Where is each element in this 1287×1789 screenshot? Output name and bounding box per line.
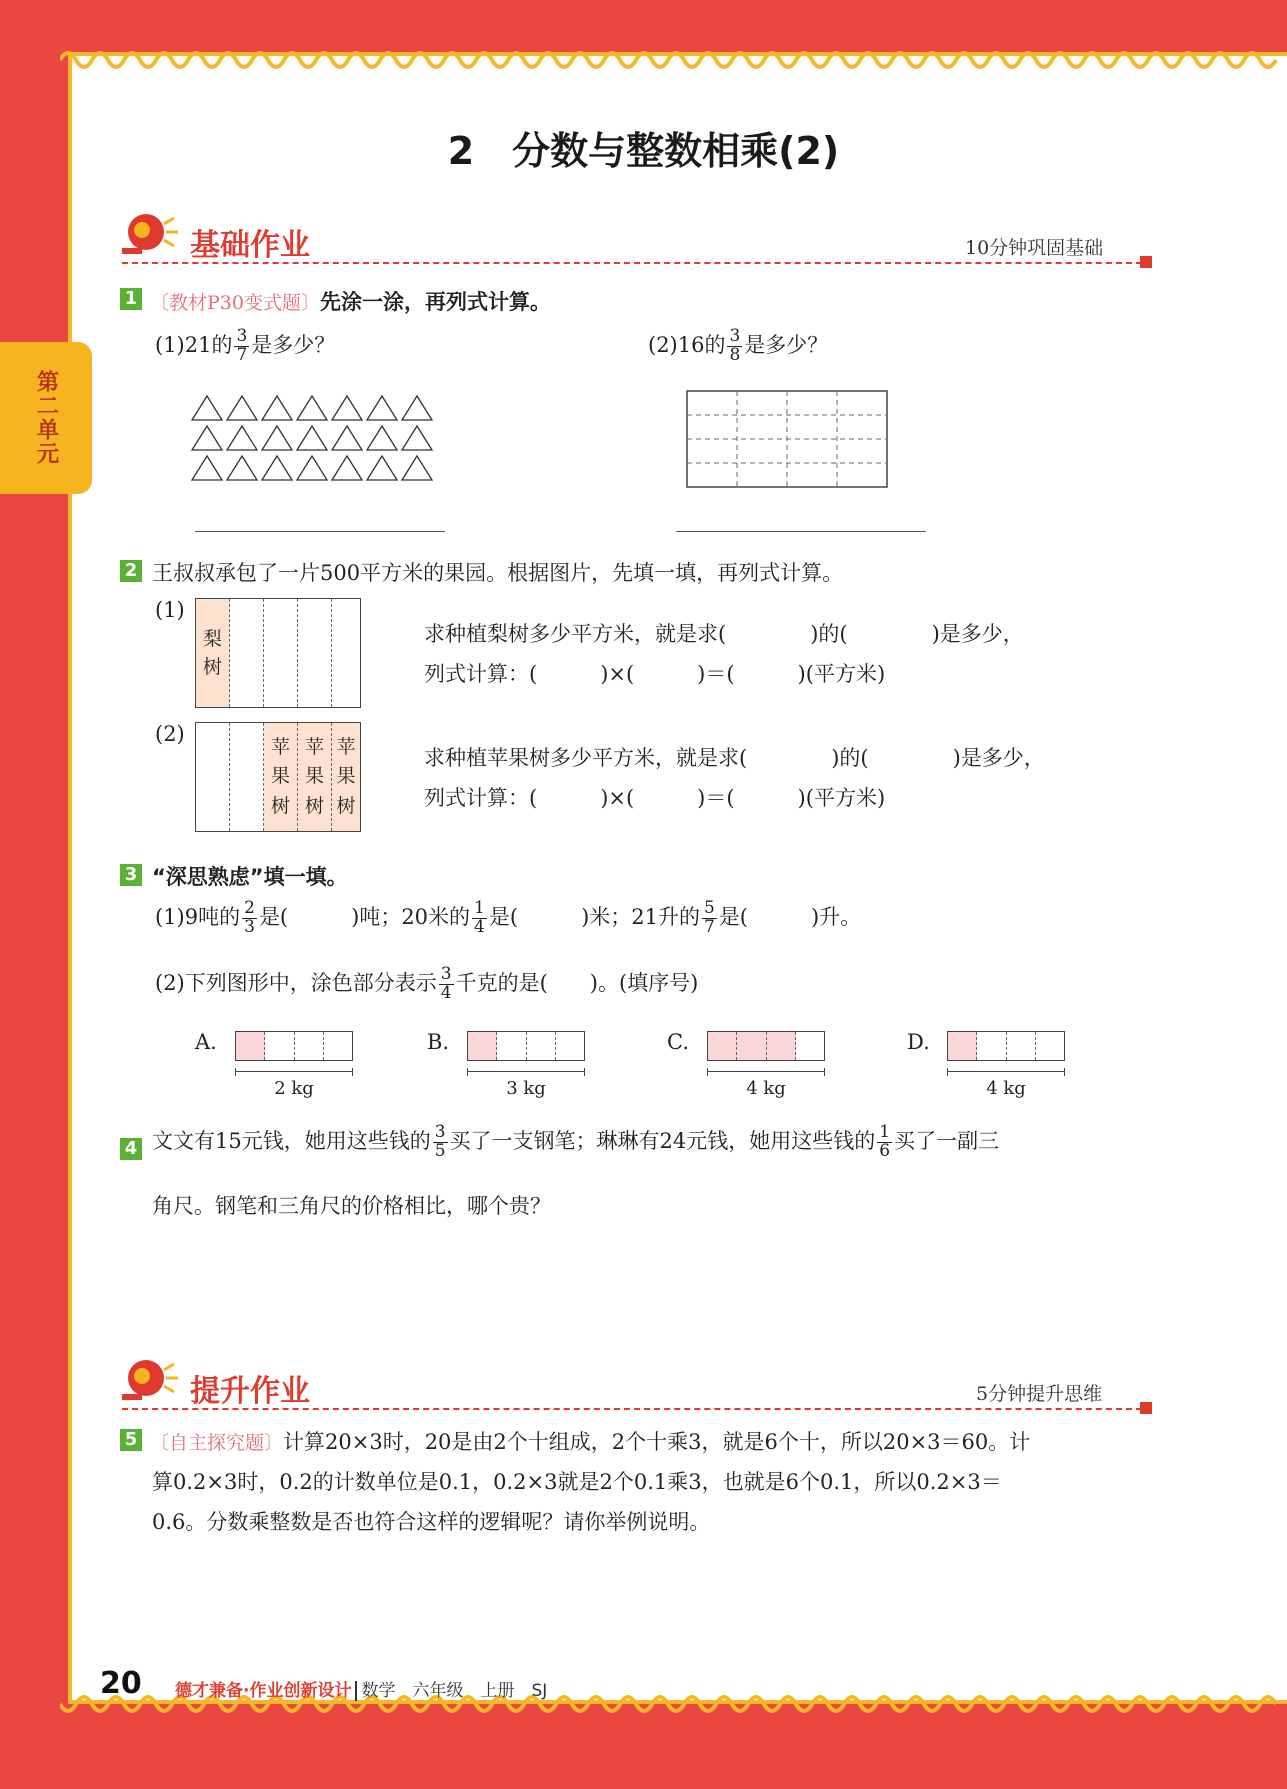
orchard-diagram-1 — [195, 598, 361, 708]
apple-tree-cell-3: 苹 果 树 — [332, 723, 360, 831]
triangle[interactable] — [262, 426, 292, 450]
option-bar-1[interactable] — [467, 1031, 585, 1061]
option-bar-cell — [767, 1032, 796, 1060]
footer-subject: 数学 六年级 上册 SJ — [355, 1681, 547, 1701]
q2-part1-line2: 列式计算：( )×( )＝( )(平方米) — [424, 662, 886, 686]
q2-part1-label: (1) — [155, 598, 185, 622]
triangle[interactable] — [402, 396, 432, 420]
q1-part1: (1)21的 $\frac{3}{7}$ 是多少？ — [155, 326, 336, 365]
triangle[interactable] — [367, 396, 397, 420]
triangle[interactable] — [367, 456, 397, 480]
q3-part2: (2)下列图形中，涂色部分表示 $\frac{3}{4}$ 千克的是( )。(填序号) — [155, 964, 699, 1003]
q5-number: 5 — [120, 1429, 142, 1451]
option-bar-cell — [295, 1032, 324, 1060]
option-bar-2[interactable] — [707, 1031, 825, 1061]
unit-tab-label: 第二单元 — [33, 370, 59, 466]
option-bar-cell — [324, 1032, 352, 1060]
section-basic-note: 10分钟巩固基础 — [965, 237, 1104, 259]
q2-part2-line2: 列式计算：( )×( )＝( )(平方米) — [424, 786, 886, 810]
triangle[interactable] — [192, 396, 222, 420]
option-bar-cell — [1007, 1032, 1036, 1060]
q2-part2-label: (2) — [155, 722, 185, 746]
unit-tab — [0, 342, 92, 494]
q4-line2: 角尺。钢笔和三角尺的价格相比，哪个贵？ — [152, 1194, 551, 1218]
apple-tree-cell-2: 苹 果 树 — [298, 723, 332, 831]
triangle[interactable] — [332, 426, 362, 450]
triangle[interactable] — [192, 426, 222, 450]
triangle[interactable] — [402, 456, 432, 480]
triangle[interactable] — [227, 426, 257, 450]
triangle[interactable] — [297, 426, 327, 450]
option-bar-cell — [468, 1032, 497, 1060]
q3-number: 3 — [120, 864, 142, 886]
apple-tree-cell-1: 苹 果 树 — [264, 723, 298, 831]
triangle[interactable] — [297, 396, 327, 420]
option-bar-cell — [708, 1032, 737, 1060]
page-number: 20 — [100, 1666, 142, 1701]
page-title: 2 分数与整数相乘(2) — [447, 129, 840, 173]
option-bar-cell — [527, 1032, 556, 1060]
dimension-arrow — [707, 1068, 825, 1076]
triangle[interactable] — [227, 396, 257, 420]
pear-tree-cell: 梨 树 — [196, 599, 230, 707]
option-bar-3[interactable] — [947, 1031, 1065, 1061]
option-bar-cell — [948, 1032, 977, 1060]
option-bar-cell — [497, 1032, 526, 1060]
triangle-grid[interactable] — [190, 394, 450, 490]
triangle[interactable] — [332, 456, 362, 480]
triangle[interactable] — [262, 396, 292, 420]
lamp-icon — [118, 208, 182, 260]
option-label-1: B. — [427, 1030, 450, 1054]
triangle[interactable] — [332, 396, 362, 420]
triangle[interactable] — [367, 426, 397, 450]
dimension-arrow — [947, 1068, 1065, 1076]
q1-source: 〔教材P30变式题〕 — [150, 292, 320, 314]
option-bar-cell — [796, 1032, 824, 1060]
triangle[interactable] — [192, 456, 222, 480]
q2-prompt: 王叔叔承包了一片500平方米的果园。根据图片，先填一填，再列式计算。 — [152, 561, 844, 585]
section-basic-title: 基础作业 — [190, 228, 310, 263]
q5-line2: 算0.2×3时，0.2的计数单位是0.1，0.2×3就是2个0.1乘3，也就是6个0.1，所以0.2×3＝ — [152, 1470, 1002, 1494]
q3-prompt: “深思熟虑”填一填。 — [152, 865, 348, 889]
triangle[interactable] — [262, 456, 292, 480]
q1-number: 1 — [120, 288, 142, 310]
q1-answer-line-1[interactable] — [195, 531, 445, 532]
q2-number: 2 — [120, 560, 142, 582]
option-bar-cell — [556, 1032, 584, 1060]
q3-part1: (1)9吨的 $\frac{2}{3}$ 是( )吨；20米的 $\frac{1}{4}$ 是( )米；21升的 $\frac{5}{7}$ 是( )升。 — [155, 898, 862, 937]
section-basic-divider — [122, 262, 1142, 264]
dimension-arrow — [467, 1068, 585, 1076]
triangle[interactable] — [297, 456, 327, 480]
option-weight-label: 3 kg — [506, 1078, 546, 1099]
divider-end-mark — [1140, 256, 1152, 268]
orchard-diagram-2 — [195, 722, 361, 832]
q5-line1: 〔自主探究题〕计算20×3时，20是由2个十组成，2个十乘3，就是6个十，所以20×3＝60。计 — [150, 1430, 1031, 1454]
q1-prompt: 先涂一涂，再列式计算。 — [319, 290, 551, 314]
section-advanced-note: 5分钟提升思维 — [976, 1383, 1103, 1405]
divider-end-mark-2 — [1140, 1402, 1152, 1414]
option-bar-cell — [977, 1032, 1006, 1060]
dimension-arrow — [235, 1068, 353, 1076]
q2-part1-line1: 求种植梨树多少平方米，就是求( )的( )是多少， — [424, 622, 1024, 646]
top-wave-border — [60, 40, 1287, 70]
section-advanced-divider — [122, 1408, 1142, 1410]
option-label-0: A. — [195, 1030, 217, 1054]
option-label-2: C. — [667, 1030, 689, 1054]
triangle[interactable] — [227, 456, 257, 480]
option-weight-label: 4 kg — [986, 1078, 1026, 1099]
q4-line1: 文文有15元钱，她用这些钱的 $\frac{3}{5}$ 买了一支钢笔；琳琳有24元钱，她用这些钱的 $\frac{1}{6}$ 买了一副三 — [152, 1122, 1000, 1161]
triangle[interactable] — [402, 426, 432, 450]
footer-brand: 德才兼备·作业创新设计 — [175, 1681, 352, 1701]
footer-info — [175, 1676, 547, 1701]
rect-grid-4x4[interactable] — [686, 390, 890, 490]
option-bar-0[interactable] — [235, 1031, 353, 1061]
option-label-3: D. — [907, 1030, 930, 1054]
q1-part2: (2)16的 $\frac{3}{8}$ 是多少？ — [648, 326, 829, 365]
q1-answer-line-2[interactable] — [676, 531, 926, 532]
q4-number: 4 — [120, 1138, 142, 1160]
option-bar-cell — [265, 1032, 294, 1060]
option-weight-label: 2 kg — [274, 1078, 314, 1099]
option-bar-cell — [737, 1032, 766, 1060]
q2-part2-line1: 求种植苹果树多少平方米，就是求( )的( )是多少， — [424, 746, 1045, 770]
section-advanced-title: 提升作业 — [190, 1374, 310, 1409]
option-bar-cell — [1036, 1032, 1064, 1060]
option-bar-cell — [236, 1032, 265, 1060]
lamp-icon-2 — [118, 1354, 182, 1406]
option-weight-label: 4 kg — [746, 1078, 786, 1099]
q5-line3: 0.6。分数乘整数是否也符合这样的逻辑呢？请你举例说明。 — [152, 1510, 711, 1534]
